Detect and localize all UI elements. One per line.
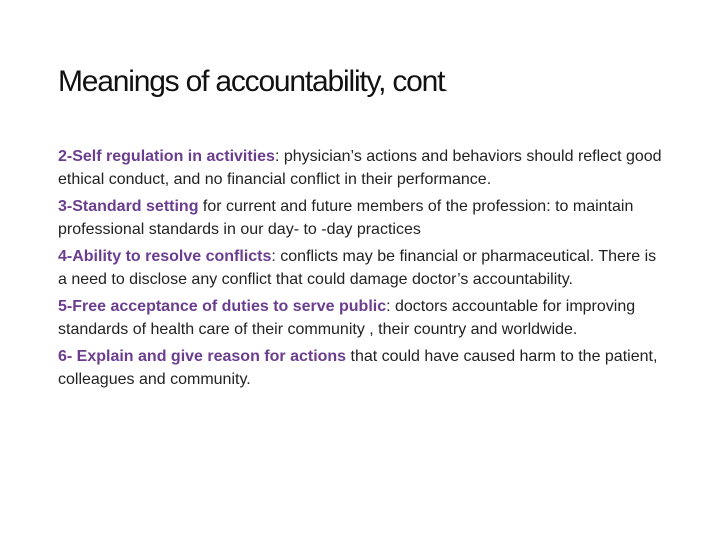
point-self-regulation — [58, 146, 668, 191]
point-body: : conflicts may be financial or pharmaceutical. There is a need to disclose any conflict that could damage doctor’s accountability. — [58, 248, 657, 288]
point-heading: 5-Free acceptance of duties to serve public — [58, 298, 387, 315]
point-body: : doctors accountable for improving standards of health care of their community , their country and worldwide. — [58, 298, 636, 338]
slide-title-suffix: . — [444, 80, 448, 94]
slide-title — [58, 62, 448, 107]
point-heading: 4-Ability to resolve conflicts — [58, 248, 272, 265]
point-standard-setting — [58, 196, 668, 241]
slide-title-text: Meanings of accountability, cont — [58, 65, 445, 98]
slide-content — [58, 146, 668, 396]
point-heading: 2-Self regulation in activities — [58, 148, 275, 165]
point-body: for current and future members of the profession: to maintain professional standards in our day- to -day practices — [58, 198, 634, 238]
point-body: that could have caused harm to the patient, colleagues and community. — [58, 348, 658, 388]
point-serve-public — [58, 296, 668, 341]
point-heading: 6- Explain and give reason for actions — [58, 348, 347, 365]
point-resolve-conflicts — [58, 246, 668, 291]
point-explain-actions — [58, 346, 668, 391]
point-heading: 3-Standard setting — [58, 198, 199, 215]
point-body: : physician’s actions and behaviors should reflect good ethical conduct, and no financial conflict in their performance. — [58, 148, 662, 188]
